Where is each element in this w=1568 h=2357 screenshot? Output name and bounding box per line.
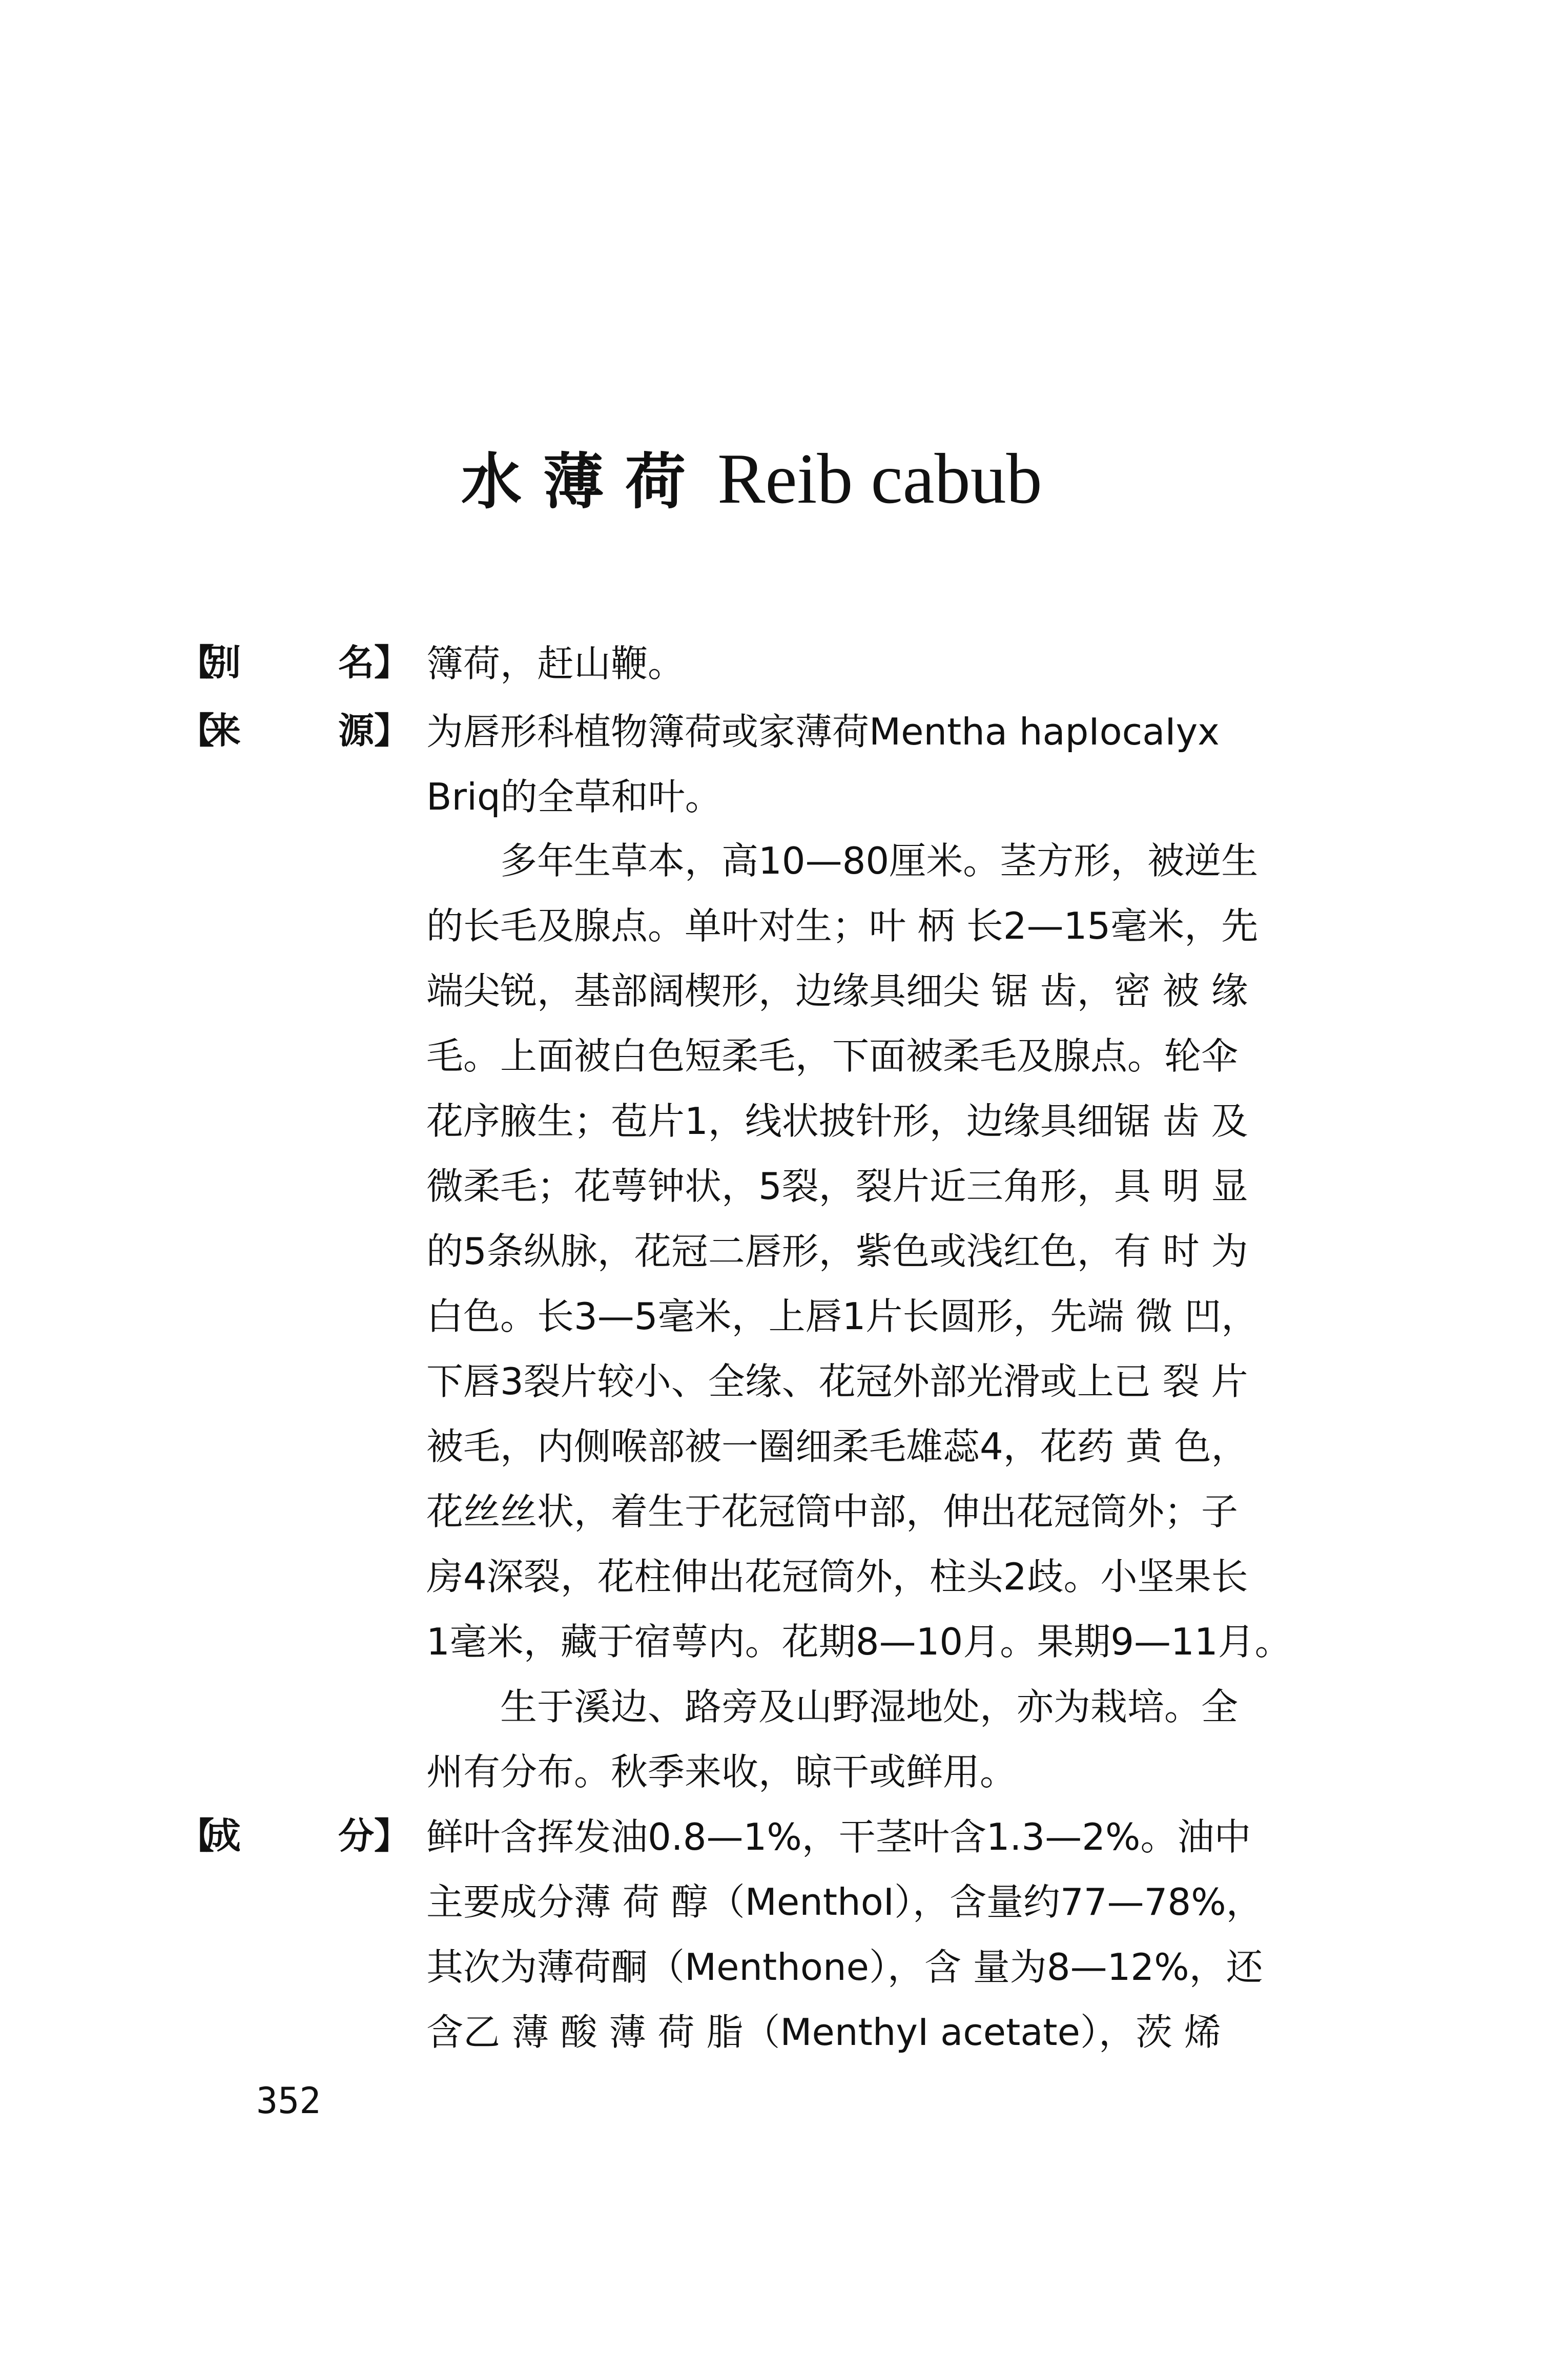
source-line-1: 为唇形科植物簿荷或家薄荷Mentha hapIocaIyx — [426, 710, 1220, 753]
bracket-open: 【 — [178, 710, 214, 752]
composition-line: 其次为薄荷酮（Menthone），含 量为8—12%，还 — [426, 1946, 1263, 1989]
description-line: 白色。长3—5毫米，上唇1片长圆形，先端 微 凹， — [426, 1295, 1258, 1338]
description-line: 的5条纵脉，花冠二唇形，紫色或浅红色，有 时 为 — [426, 1230, 1248, 1273]
label-char: 来 — [205, 710, 241, 752]
source-line-2: Briq的全草和叶。 — [426, 775, 722, 818]
description-line: 的长毛及腺点。单叶对生；叶 柄 长2—15毫米，先 — [426, 904, 1258, 947]
description-line: 微柔毛；花萼钟状，5裂，裂片近三角形，具 明 显 — [426, 1165, 1248, 1208]
description-line: 房4深裂，花柱伸出花冠筒外，柱头2歧。小坚果长 — [426, 1555, 1248, 1598]
composition-line: 含乙 薄 酸 薄 荷 脂（MenthyI acetate），茨 烯 — [426, 2011, 1221, 2054]
title-latin: Reib cabub — [717, 439, 1042, 519]
label-char: 别 — [205, 642, 241, 684]
title-chinese: 水薄荷 — [461, 446, 708, 517]
bracket-open: 【 — [178, 1815, 214, 1857]
entry-title — [461, 438, 1042, 520]
bracket-open: 【 — [178, 642, 214, 684]
bracket-close: 】 — [374, 710, 410, 752]
page-number: 352 — [256, 2080, 321, 2122]
composition-line: 主要成分薄 荷 醇（MenthoI），含量约77—78%， — [426, 1880, 1263, 1924]
label-char: 名 — [338, 642, 374, 684]
composition-line: 鲜叶含挥发油0.8—1%，干茎叶含1.3—2%。油中 — [426, 1815, 1251, 1858]
description-line: 花丝丝状，着生于花冠筒中部，伸出花冠筒外；子 — [426, 1490, 1239, 1533]
description-line: 毛。上面被白色短柔毛，下面被柔毛及腺点。轮伞 — [426, 1035, 1239, 1078]
label-char: 成 — [205, 1815, 241, 1857]
label-char: 分 — [338, 1815, 374, 1857]
description-line: 多年生草本，高10—80厘米。茎方形，被逆生 — [426, 839, 1258, 882]
bracket-close: 】 — [374, 1815, 410, 1857]
description-line: 花序腋生；苞片1，线状披针形，边缘具细锯 齿 及 — [426, 1100, 1248, 1143]
habitat-line: 州有分布。秋季来收，晾干或鲜用。 — [426, 1750, 1017, 1793]
description-line: 端尖锐，基部阔楔形，边缘具细尖 锯 齿，密 被 缘 — [426, 969, 1248, 1012]
description-line: 下唇3裂片较小、全缘、花冠外部光滑或上已 裂 片 — [426, 1360, 1248, 1403]
habitat-line: 生于溪边、路旁及山野湿地处，亦为栽培。全 — [426, 1685, 1239, 1728]
bracket-close: 】 — [374, 642, 410, 684]
label-char: 源 — [338, 710, 374, 752]
description-line: 1毫米，藏于宿萼内。花期8—10月。果期9—11月。 — [426, 1620, 1292, 1663]
description-line: 被毛，内侧喉部被一圈细柔毛雄蕊4，花药 黄 色， — [426, 1425, 1248, 1468]
alias-text: 簿荷，赶山鞭。 — [426, 642, 685, 685]
